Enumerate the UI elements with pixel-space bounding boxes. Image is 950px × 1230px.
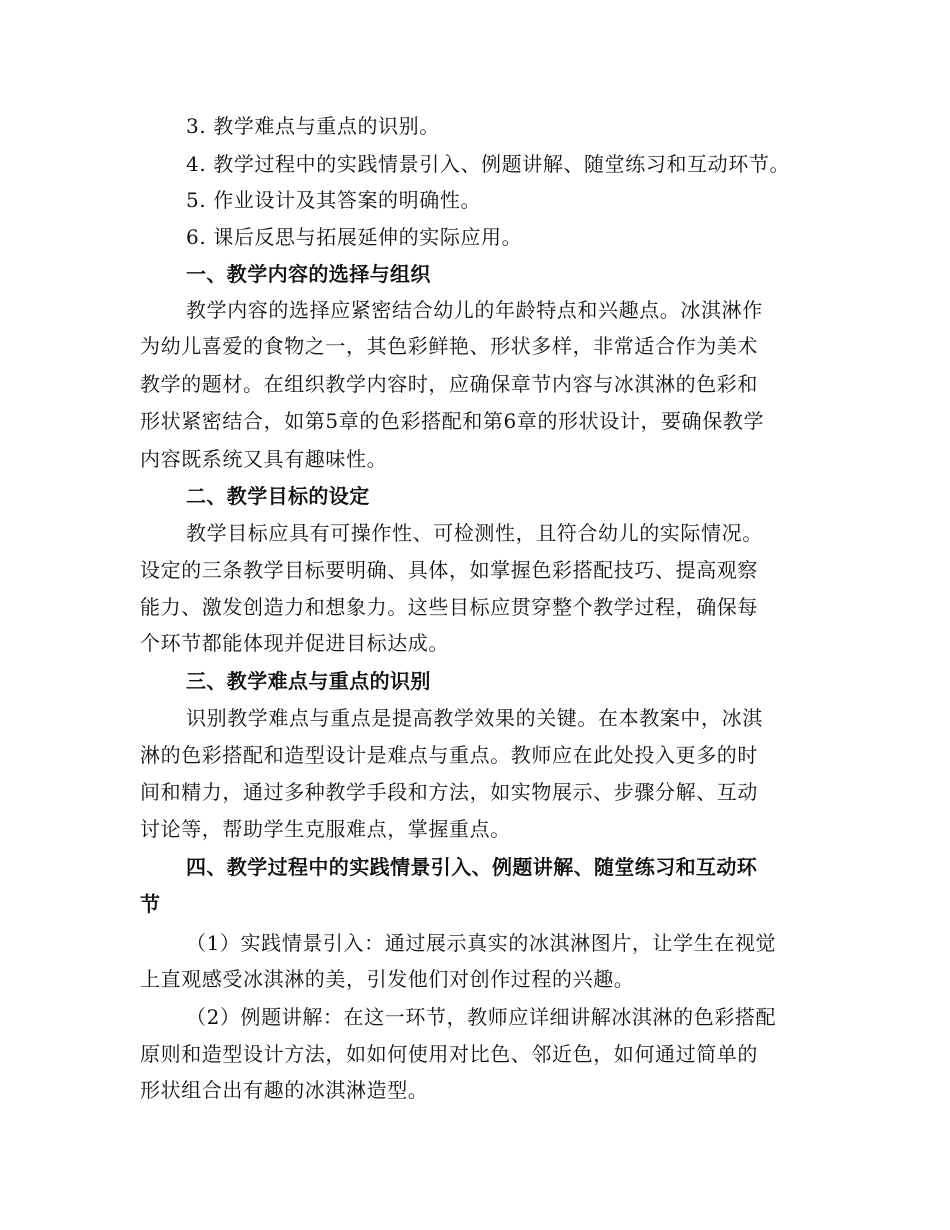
paragraph-line: 淋的色彩搭配和造型设计是难点与重点。教师应在此处投入更多的时 — [140, 743, 758, 767]
paragraph-line: 形状组合出有趣的冰淇淋造型。 — [140, 1078, 429, 1102]
paragraph-line: 内容既系统又具有趣味性。 — [140, 447, 388, 471]
section-heading-4: 四、教学过程中的实践情景引入、例题讲解、随堂练习和互动环 — [186, 855, 758, 879]
paragraph-line: 个环节都能体现并促进目标达成。 — [140, 631, 449, 655]
list-item-5: 5. 作业设计及其答案的明确性。 — [186, 188, 482, 212]
section-heading-2: 二、教学目标的设定 — [186, 484, 370, 508]
paragraph-line: 教学目标应具有可操作性、可检测性，且符合幼儿的实际情况。 — [186, 521, 763, 545]
section-heading-1: 一、教学内容的选择与组织 — [186, 262, 431, 286]
paragraph-line: 设定的三条教学目标要明确、具体，如掌握色彩搭配技巧、提高观察 — [140, 558, 758, 582]
paragraph-line: 间和精力，通过多种教学手段和方法，如实物展示、步骤分解、互动 — [140, 780, 758, 804]
paragraph-line: （1）实践情景引入：通过展示真实的冰淇淋图片，让学生在视觉 — [186, 931, 777, 955]
paragraph-line: 教学的题材。在组织教学内容时，应确保章节内容与冰淇淋的色彩和 — [140, 372, 758, 396]
paragraph-line: 能力、激发创造力和想象力。这些目标应贯穿整个教学过程，确保每 — [140, 595, 758, 619]
paragraph-line: 上直观感受冰淇淋的美，引发他们对创作过程的兴趣。 — [140, 967, 635, 991]
section-heading-4-continued: 节 — [140, 892, 161, 916]
list-item-6: 6. 课后反思与拓展延伸的实际应用。 — [186, 225, 523, 249]
paragraph-line: 为幼儿喜爱的食物之一，其色彩鲜艳、形状多样，非常适合作为美术 — [140, 334, 758, 358]
paragraph-line: （2）例题讲解：在这一环节，教师应详细讲解冰淇淋的色彩搭配 — [186, 1005, 777, 1029]
section-heading-3: 三、教学难点与重点的识别 — [186, 669, 431, 693]
paragraph-line: 原则和造型设计方法，如如何使用对比色、邻近色，如何通过简单的 — [140, 1042, 758, 1066]
list-item-3: 3. 教学难点与重点的识别。 — [186, 114, 440, 138]
paragraph-line: 教学内容的选择应紧密结合幼儿的年龄特点和兴趣点。冰淇淋作 — [186, 298, 763, 322]
paragraph-line: 识别教学难点与重点是提高教学效果的关键。在本教案中，冰淇 — [186, 706, 763, 730]
paragraph-line: 形状紧密结合，如第5章的色彩搭配和第6章的形状设计，要确保教学 — [140, 409, 765, 433]
paragraph-line: 讨论等，帮助学生克服难点，掌握重点。 — [140, 817, 511, 841]
list-item-4: 4. 教学过程中的实践情景引入、例题讲解、随堂练习和互动环节。 — [186, 152, 791, 176]
